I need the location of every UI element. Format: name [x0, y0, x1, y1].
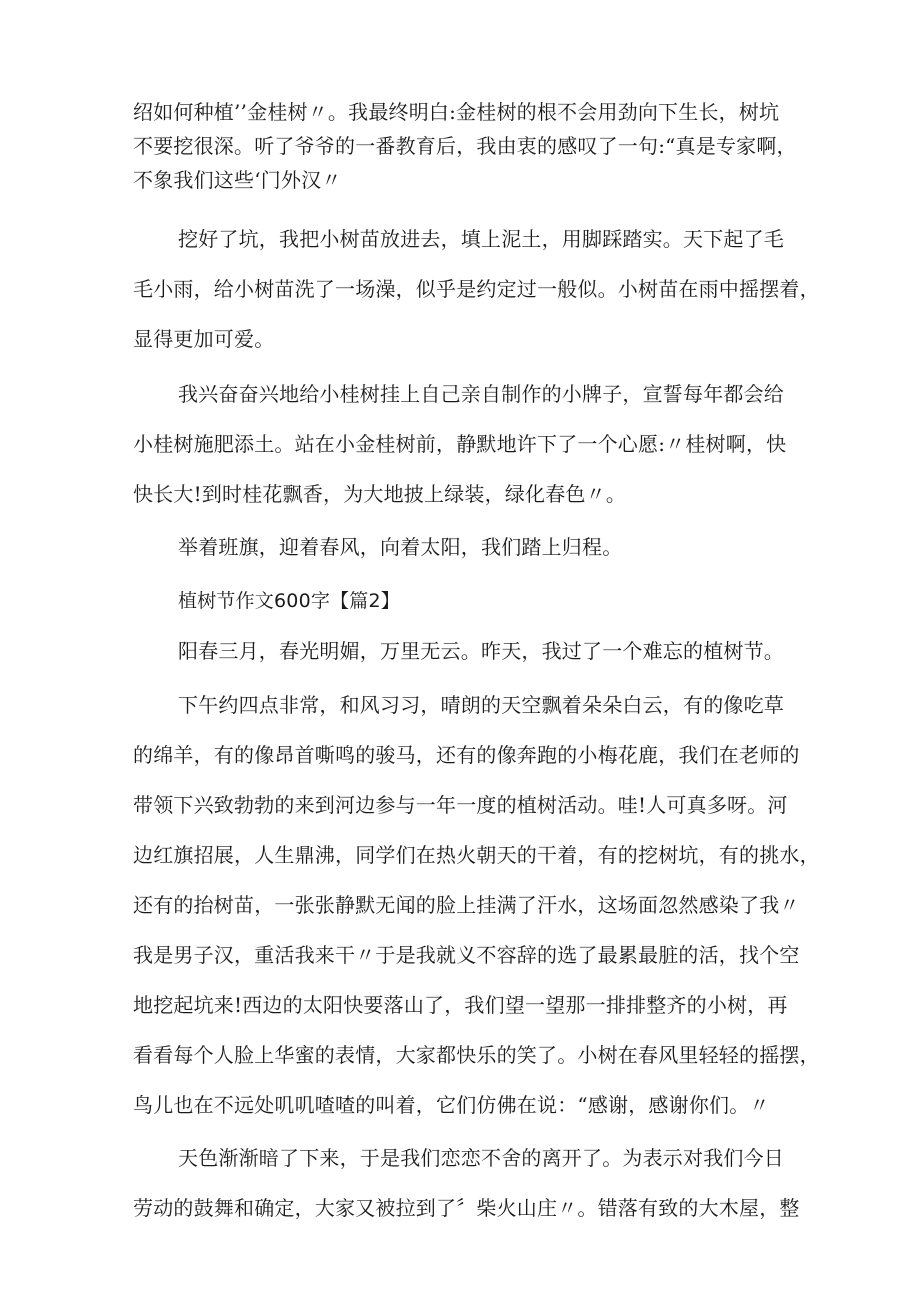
text-line: 挖好了坑，我把小树苗放进去，填上泥土，用脚踩踏实。天下起了毛	[178, 227, 784, 251]
text-line: 还有的抬树苗，一张张静默无闻的脸上挂满了汗水，这场面忽然感染了我〃	[133, 893, 800, 917]
text-line: 绍如何种植’’金桂树〃。我最终明白:金桂树的根不会用劲向下生长，树坑	[133, 100, 780, 124]
text-line: 不象我们这些‘门外汉〃	[133, 168, 342, 192]
text-line: 看看每个人脸上华蜜的表情，大家都快乐的笑了。小树在春风里轻轻的摇摆，	[133, 1043, 820, 1067]
text-line: 下午约四点非常，和风习习，晴朗的天空飘着朵朵白云，有的像吃草	[178, 693, 784, 717]
text-line: 鸟儿也在不远处叽叽喳喳的叫着，它们仿佛在说：“感谢，感谢你们。〃	[133, 1093, 770, 1117]
section-heading: 植树节作文600字【篇2】	[178, 590, 400, 612]
text-line: 快长大!到时桂花飘香，为大地披上绿装，绿化春色〃。	[133, 482, 627, 506]
text-line: 不要挖很深。听了爷爷的一番教育后，我由衷的感叹了一句:“真是专家啊，	[133, 134, 797, 158]
text-line: 劳动的鼓舞和确定，大家又被拉到了〞柴火山庄〃。错落有致的大木屋，整	[133, 1196, 800, 1220]
text-line: 天色渐渐暗了下来，于是我们恋恋不舍的离开了。为表示对我们今日	[178, 1146, 784, 1170]
text-line: 毛小雨，给小树苗洗了一场澡，似乎是约定过一般似。小树苗在雨中摇摆着，	[133, 277, 820, 301]
text-line: 举着班旗，迎着春风，向着太阳，我们踏上归程。	[178, 535, 623, 559]
text-line: 显得更加可爱。	[133, 327, 275, 351]
text-line: 边红旗招展，人生鼎沸，同学们在热火朝天的干着，有的挖树坑，有的挑水，	[133, 843, 820, 867]
text-line: 我兴奋奋兴地给小桂树挂上自己亲自制作的小牌子，宣誓每年都会给	[178, 382, 784, 406]
text-line: 阳春三月，春光明媚，万里无云。昨天，我过了一个难忘的植树节。	[178, 639, 784, 663]
text-line: 带领下兴致勃勃的来到河边参与一年一度的植树活动。哇!人可真多呀。河	[133, 793, 788, 817]
text-line: 小桂树施肥添土。站在小金桂树前，静默地许下了一个心愿:〃桂树啊，快	[133, 432, 787, 456]
text-line: 地挖起坑来!西边的太阳快要落山了，我们望一望那一排排整齐的小树，再	[133, 993, 788, 1017]
text-line: 我是男子汉，重活我来干〃于是我就义不容辞的选了最累最脏的活，找个空	[133, 943, 800, 967]
text-line: 的绵羊，有的像昂首嘶鸣的骏马，还有的像奔跑的小梅花鹿，我们在老师的	[133, 743, 800, 767]
